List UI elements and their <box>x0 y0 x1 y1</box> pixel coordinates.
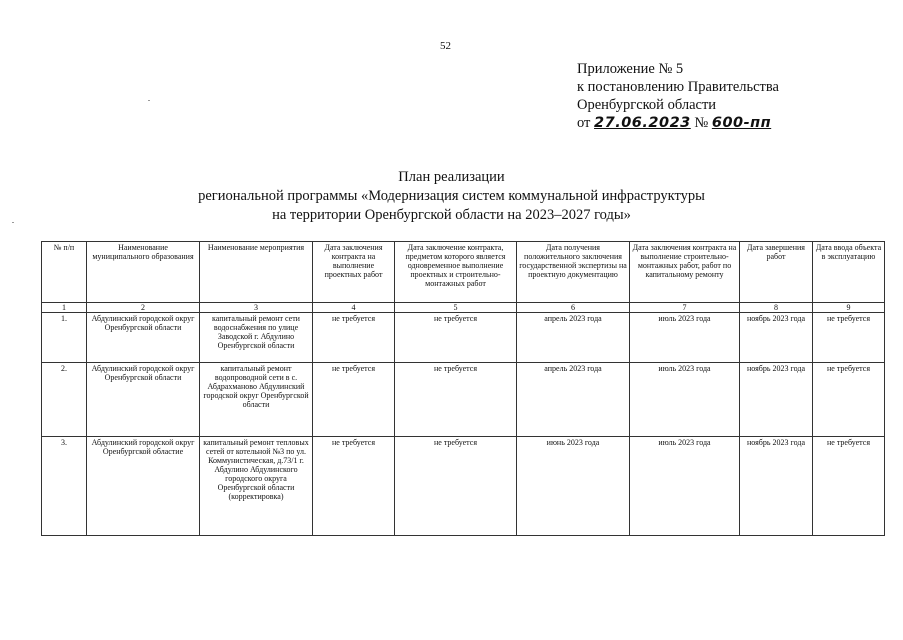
combined-contract-cell: не требуется <box>395 363 517 437</box>
design-contract-cell: не требуется <box>313 437 395 536</box>
column-number: 8 <box>740 303 813 313</box>
column-number: 2 <box>87 303 200 313</box>
header-cell: Дата завершения работ <box>740 242 813 303</box>
header-cell: № п/п <box>42 242 87 303</box>
column-number-row <box>42 303 885 313</box>
construction-contract-cell: июль 2023 года <box>630 313 740 363</box>
appendix-date-prefix: от <box>577 115 591 131</box>
header-cell: Дата заключения контракта на выполнение проектных работ <box>313 242 395 303</box>
appendix-number-prefix: № <box>694 115 709 131</box>
combined-contract-cell: не требуется <box>395 437 517 536</box>
title-line-3: на территории Оренбургской области на 2023–2027 годы» <box>272 207 631 223</box>
appendix-date: 27.06.2023 <box>594 115 691 131</box>
activity-cell: капитальный ремонт водопроводной сети в с. Абдрахманово Абдулинский городской округ Оренбургской области <box>200 363 313 437</box>
activity-cell: капитальный ремонт сети водоснабжения по улице Заводской г. Абдулино Оренбургской области <box>200 313 313 363</box>
completion-cell: ноябрь 2023 года <box>740 313 813 363</box>
title-line-1: План реализации <box>398 169 505 185</box>
appendix-block <box>577 60 779 132</box>
construction-contract-cell: июль 2023 года <box>630 437 740 536</box>
row-number: 3. <box>42 437 87 536</box>
plan-table <box>41 241 885 536</box>
table-row <box>42 437 885 536</box>
expertise-cell: июнь 2023 года <box>517 437 630 536</box>
appendix-number: 600-пп <box>711 115 772 131</box>
appendix-date-line <box>577 114 779 132</box>
scan-mark <box>12 222 14 223</box>
document-title <box>0 168 903 225</box>
scan-mark <box>148 100 150 101</box>
row-number: 2. <box>42 363 87 437</box>
municipality-cell: Абдулинский городской округ Оренбургской области <box>87 363 200 437</box>
completion-cell: ноябрь 2023 года <box>740 363 813 437</box>
table-row <box>42 313 885 363</box>
column-number: 5 <box>395 303 517 313</box>
activity-cell: капитальный ремонт тепловых сетей от котельной №3 по ул. Коммунистическая, д.73/1 г. Абдулино Абдулинского городского округа Оренбургской области (корректировка) <box>200 437 313 536</box>
title-line-2: региональной программы «Модернизация систем коммунальной инфраструктуры <box>198 188 705 204</box>
header-cell: Наименование мероприятия <box>200 242 313 303</box>
expertise-cell: апрель 2023 года <box>517 313 630 363</box>
header-cell: Дата получения положительного заключения государственной экспертизы на проектную документацию <box>517 242 630 303</box>
column-number: 9 <box>813 303 885 313</box>
column-number: 3 <box>200 303 313 313</box>
appendix-line-2: к постановлению Правительства <box>577 79 779 95</box>
municipality-cell: Абдулинский городской округ Оренбургской областие <box>87 437 200 536</box>
design-contract-cell: не требуется <box>313 313 395 363</box>
combined-contract-cell: не требуется <box>395 313 517 363</box>
column-number: 1 <box>42 303 87 313</box>
appendix-line-3: Оренбургской области <box>577 97 717 113</box>
commissioning-cell: не требуется <box>813 363 885 437</box>
column-number: 6 <box>517 303 630 313</box>
commissioning-cell: не требуется <box>813 437 885 536</box>
construction-contract-cell: июль 2023 года <box>630 363 740 437</box>
table-row <box>42 363 885 437</box>
table-header-row <box>42 242 885 303</box>
completion-cell: ноябрь 2023 года <box>740 437 813 536</box>
column-number: 4 <box>313 303 395 313</box>
design-contract-cell: не требуется <box>313 363 395 437</box>
header-cell: Дата ввода объекта в эксплуатацию <box>813 242 885 303</box>
row-number: 1. <box>42 313 87 363</box>
header-cell: Дата заключения контракта на выполнение строительно-монтажных работ, работ по капитальному ремонту <box>630 242 740 303</box>
header-cell: Наименование муниципального образования <box>87 242 200 303</box>
municipality-cell: Абдулинский городской округ Оренбургской области <box>87 313 200 363</box>
commissioning-cell: не требуется <box>813 313 885 363</box>
header-cell: Дата заключение контракта, предметом которого является одновременное выполнение проектных и строительно-монтажных работ <box>395 242 517 303</box>
column-number: 7 <box>630 303 740 313</box>
expertise-cell: апрель 2023 года <box>517 363 630 437</box>
page-number: 52 <box>440 40 451 52</box>
appendix-line-1: Приложение № 5 <box>577 61 684 77</box>
